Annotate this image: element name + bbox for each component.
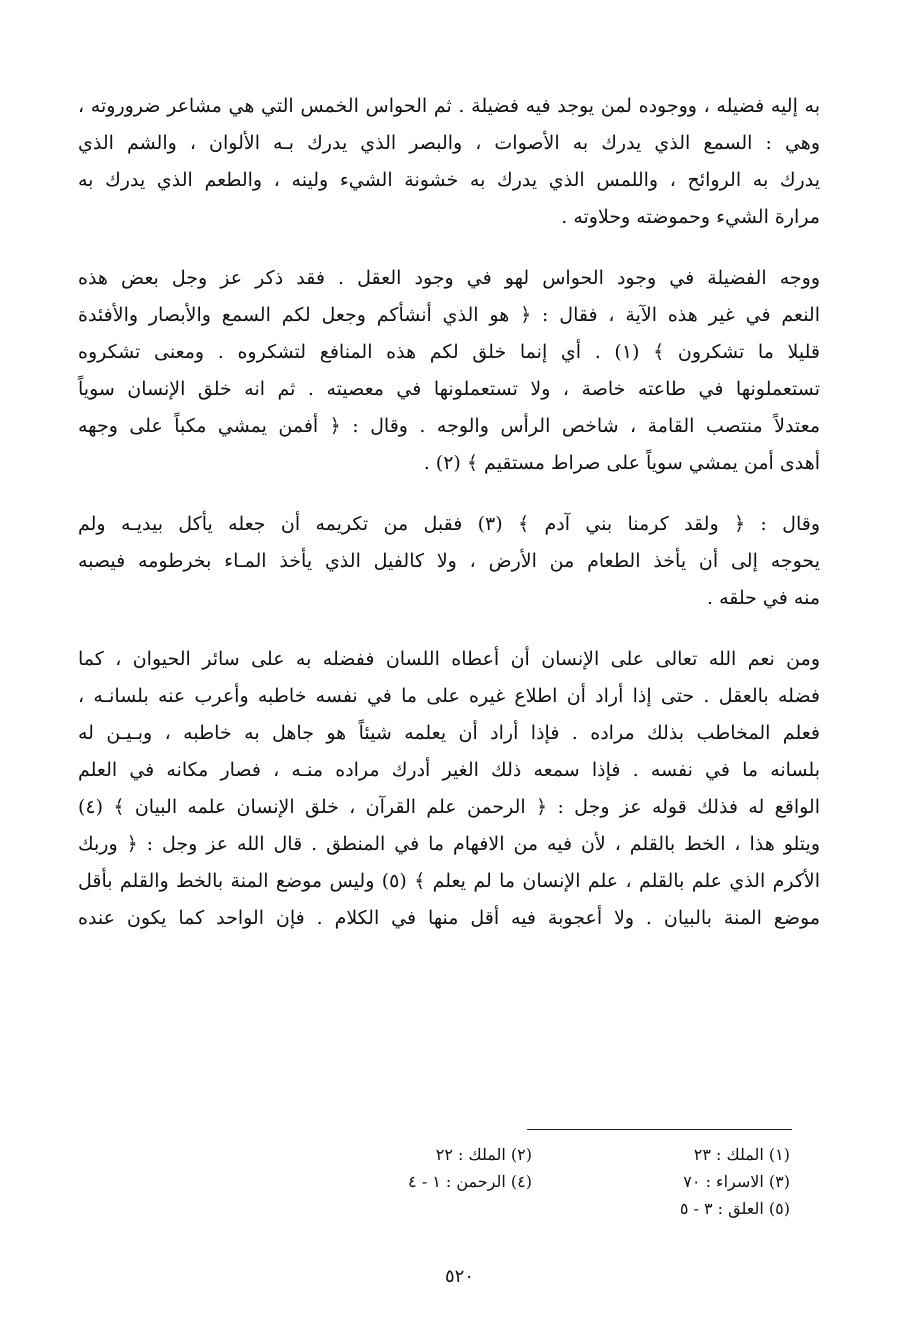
footnotes-right-column — [680, 1141, 790, 1222]
text-line: الأكرم الذي علم بالقلم ، علم الإنسان ما لم يعلم ﴾ (٥) وليس موضع المنة بالخط والقلم بأقل — [78, 870, 820, 892]
text-line: بلسانه ما في نفسه . فإذا سمعه ذلك الغير أدرك مراده منـه ، فصار مكانه في العلم — [78, 759, 820, 781]
text-line: مرارة الشيء وحموضته وحلاوته . — [561, 206, 820, 228]
text-line: يدرك به الروائح ، واللمس الذي يدرك به خشونة الشيء ولينه ، والطعم الذي يدرك به — [78, 169, 820, 191]
text-line: قليلا ما تشكرون ﴾ (١) . أي إنما خلق لكم هذه المنافع لتشكروه . ومعنى تشكروه — [78, 341, 820, 363]
text-line: فضله بالعقل . حتى إذا أراد أن اطلاع غيره على ما في نفسه خاطبه وأعرب عنه بلسانـه ، — [78, 685, 820, 707]
footnote-1: (١) الملك : ٢٣ — [693, 1145, 790, 1164]
paragraph-1 — [78, 88, 820, 236]
text-line: معتدلاً منتصب القامة ، شاخص الرأس والوجه . وقال : ﴿ أفمن يمشي مكباً على وجهه — [78, 415, 820, 437]
paragraph-4 — [78, 641, 820, 937]
paragraph-2 — [78, 260, 820, 482]
text-line: أهدى أمن يمشي سوياً على صراط مستقيم ﴾ (٢) . — [423, 452, 820, 474]
text-line: تستعملونها في طاعته خاصة ، ولا تستعملونها في معصيته . ثم انه خلق الإنسان سوياً — [78, 378, 820, 400]
text-line: به إليه فضيله ، ووجوده لمن يوجد فيه فضيلة . ثم الحواس الخمس التي هي مشاعر ضروروته ، — [78, 95, 820, 117]
text-line: موضع المنة بالبيان . ولا أعجوبة فيه أقل منها في الكلام . فإن الواحد كما يكون عنده — [78, 907, 820, 929]
footnotes — [330, 1141, 790, 1241]
page-number: ٥٢٠ — [444, 1266, 474, 1287]
text-line: ووجه الفضيلة في وجود الحواس لهو في وجود العقل . فقد ذكر عز وجل بعض هذه — [78, 267, 820, 289]
footnote-3: (٣) الاسراء : ٧٠ — [683, 1172, 790, 1191]
footnote-5: (٥) العلق : ٣ - ٥ — [679, 1199, 790, 1218]
text-line: الواقع له فذلك قوله عز وجل : ﴿ الرحمن علم القرآن ، خلق الإنسان علمه البيان ﴾ (٤) — [78, 796, 820, 818]
footnote-2: (٢) الملك : ٢٢ — [435, 1145, 532, 1164]
text-line: وقال : ﴿ ولقد كرمنا بني آدم ﴾ (٣) فقبل من تكريمه أن جعله يأكل بيديـه ولم — [78, 513, 821, 535]
text-line: منه في حلقه . — [706, 587, 820, 609]
text-line: يحوجه إلى أن يأخذ الطعام من الأرض ، ولا كالفيل الذي يأخذ المـاء بخرطومه فيصبه — [78, 550, 820, 572]
paragraph-3 — [78, 506, 820, 617]
text-line: ويتلو هذا ، الخط بالقلم ، لأن فيه من الافهام ما في المنطق . قال الله عز وجل : ﴿ وربك — [78, 833, 820, 855]
footnotes-left-column — [408, 1141, 532, 1195]
text-line: وهي : السمع الذي يدرك به الأصوات ، والبصر الذي يدرك بـه الألوان ، والشم الذي — [78, 132, 820, 154]
text-line: النعم في غير هذه الآية ، فقال : ﴿ هو الذي أنشأكم وجعل لكم السمع والأبصار والأفئدة — [78, 304, 820, 326]
page-body — [78, 88, 820, 937]
text-line: ومن نعم الله تعالى على الإنسان أن أعطاه اللسان ففضله به على سائر الحيوان ، كما — [78, 648, 820, 670]
footnote-4: (٤) الرحمن : ١ - ٤ — [408, 1172, 532, 1191]
text-line: فعلم المخاطب بذلك مراده . فإذا أراد أن يعلمه شيئاً هو جاهل به خاطبه ، وبـيـن له — [78, 722, 820, 744]
footnote-divider — [527, 1129, 792, 1130]
